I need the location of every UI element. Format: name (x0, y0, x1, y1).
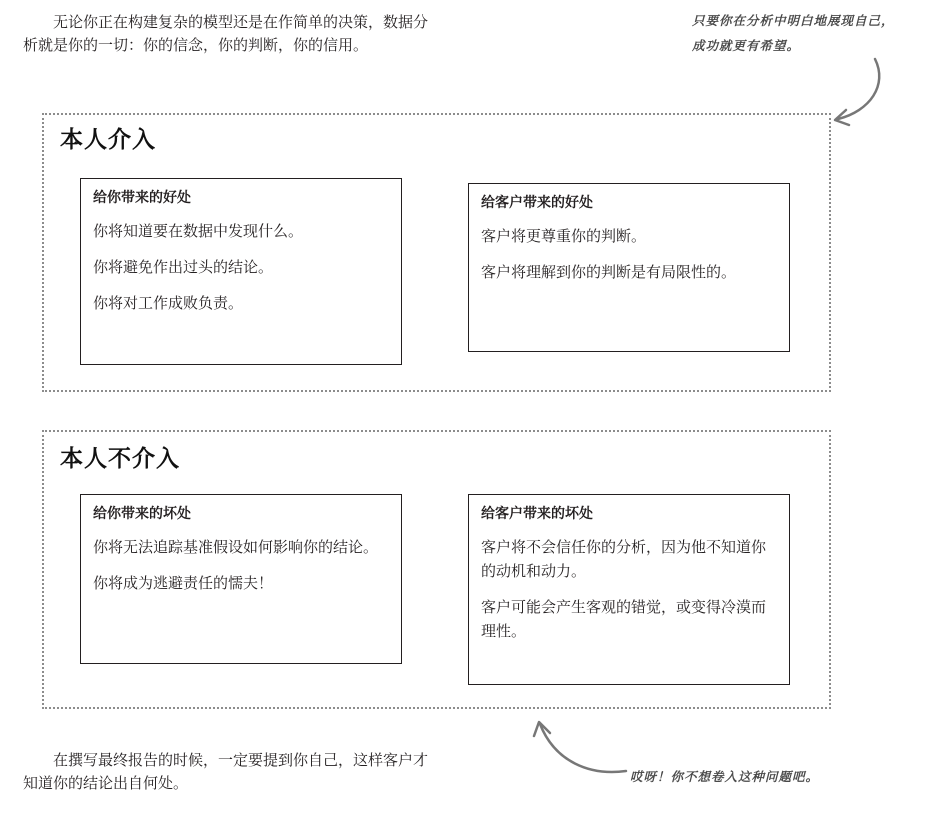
section-title: 本人不介入 (60, 446, 180, 472)
list-item: 你将避免作出过头的结论。 (93, 258, 274, 276)
list-item: 你将无法追踪基准假设如何影响你的结论。 (93, 538, 379, 556)
outro-paragraph: 在撰写最终报告的时候，一定要提到你自己，这样客户才知道你的结论出自何处。 (23, 751, 429, 792)
section-title: 本人介入 (60, 127, 156, 153)
list-item: 客户可能会产生客观的错觉，或变得冷漠而理性。 (481, 598, 767, 640)
curved-arrow-icon (820, 55, 900, 135)
box-title: 给你带来的好处 (93, 190, 191, 206)
box-title: 给你带来的坏处 (93, 506, 191, 522)
section-not-involved (42, 430, 831, 709)
list-item: 你将对工作成败负责。 (93, 294, 244, 312)
section-self-involved (42, 113, 831, 392)
box-benefits-you (80, 178, 402, 365)
list-item: 你将成为逃避责任的懦夫！ (93, 574, 274, 592)
curved-arrow-icon (530, 712, 630, 782)
list-item: 客户将更尊重你的判断。 (481, 227, 647, 245)
box-harms-you (80, 494, 402, 664)
box-benefits-client (468, 183, 790, 352)
list-item: 客户将理解到你的判断是有局限性的。 (481, 263, 737, 281)
handwritten-note-bottom: 哎呀！你不想卷入这种问题吧。 (630, 769, 820, 784)
handwritten-note-top: 只要你在分析中明白地展现自己，成功就更有希望。 (692, 13, 895, 53)
list-item: 客户将不会信任你的分析，因为他不知道你的动机和动力。 (481, 538, 767, 580)
intro-paragraph: 无论你正在构建复杂的模型还是在作简单的决策，数据分析就是你的一切：你的信念，你的判断，你的信用。 (23, 13, 429, 54)
list-item: 你将知道要在数据中发现什么。 (93, 222, 304, 240)
box-harms-client (468, 494, 790, 685)
box-title: 给客户带来的坏处 (481, 506, 593, 522)
box-title: 给客户带来的好处 (481, 195, 593, 211)
